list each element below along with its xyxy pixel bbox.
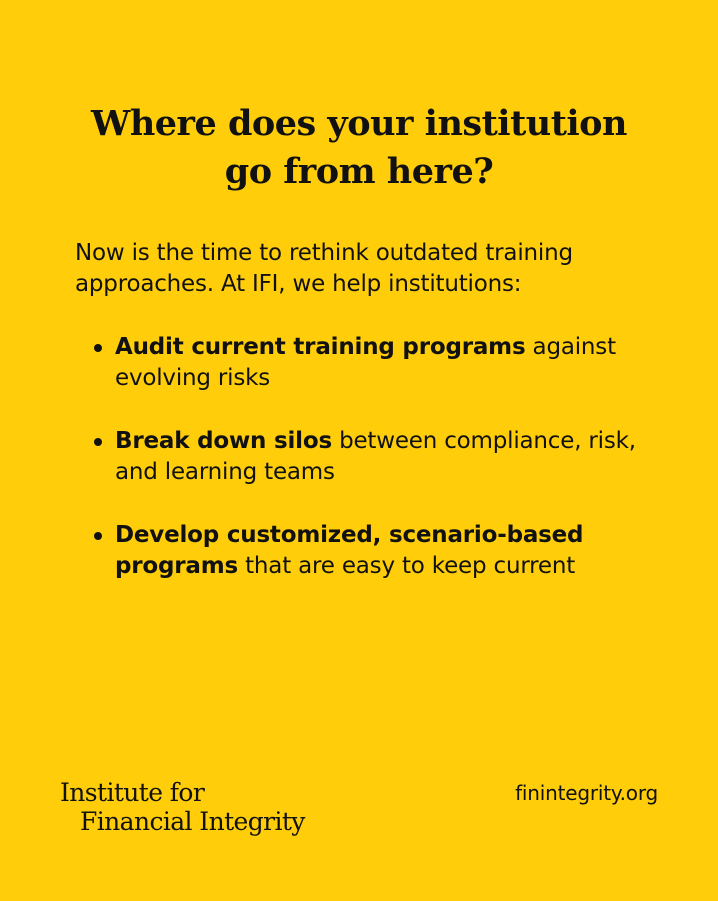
headline xyxy=(0,100,718,196)
list-item xyxy=(90,520,680,582)
bullet-dot-icon xyxy=(94,532,102,540)
list-item xyxy=(90,332,680,394)
organization-logo xyxy=(60,778,305,836)
headline-line-2: go from here? xyxy=(224,151,494,192)
intro-line-2: approaches. At IFI, we help institutions: xyxy=(75,271,522,297)
bullet-body-text: that are easy to keep current xyxy=(238,553,576,579)
logo-line-1: Institute for xyxy=(60,778,205,807)
logo-line-2: Financial Integrity xyxy=(80,807,305,836)
intro-line-1: Now is the time to rethink outdated training xyxy=(75,240,573,266)
bullet-body-text: against evolving risks xyxy=(115,334,616,391)
bullet-dot-icon xyxy=(94,438,102,446)
list-item xyxy=(90,426,680,488)
website-url: finintegrity.org xyxy=(515,781,658,805)
bullet-bold-text: Break down silos xyxy=(115,428,332,454)
headline-line-1: Where does your institution xyxy=(91,103,627,144)
service-list xyxy=(90,332,680,614)
bullet-bold-text: Audit current training programs xyxy=(115,334,526,360)
bullet-body-text: between compliance, risk, and learning teams xyxy=(115,428,636,485)
intro-paragraph xyxy=(75,238,655,300)
bullet-bold-text: Develop customized, scenario-based programs xyxy=(115,522,584,579)
bullet-dot-icon xyxy=(94,344,102,352)
